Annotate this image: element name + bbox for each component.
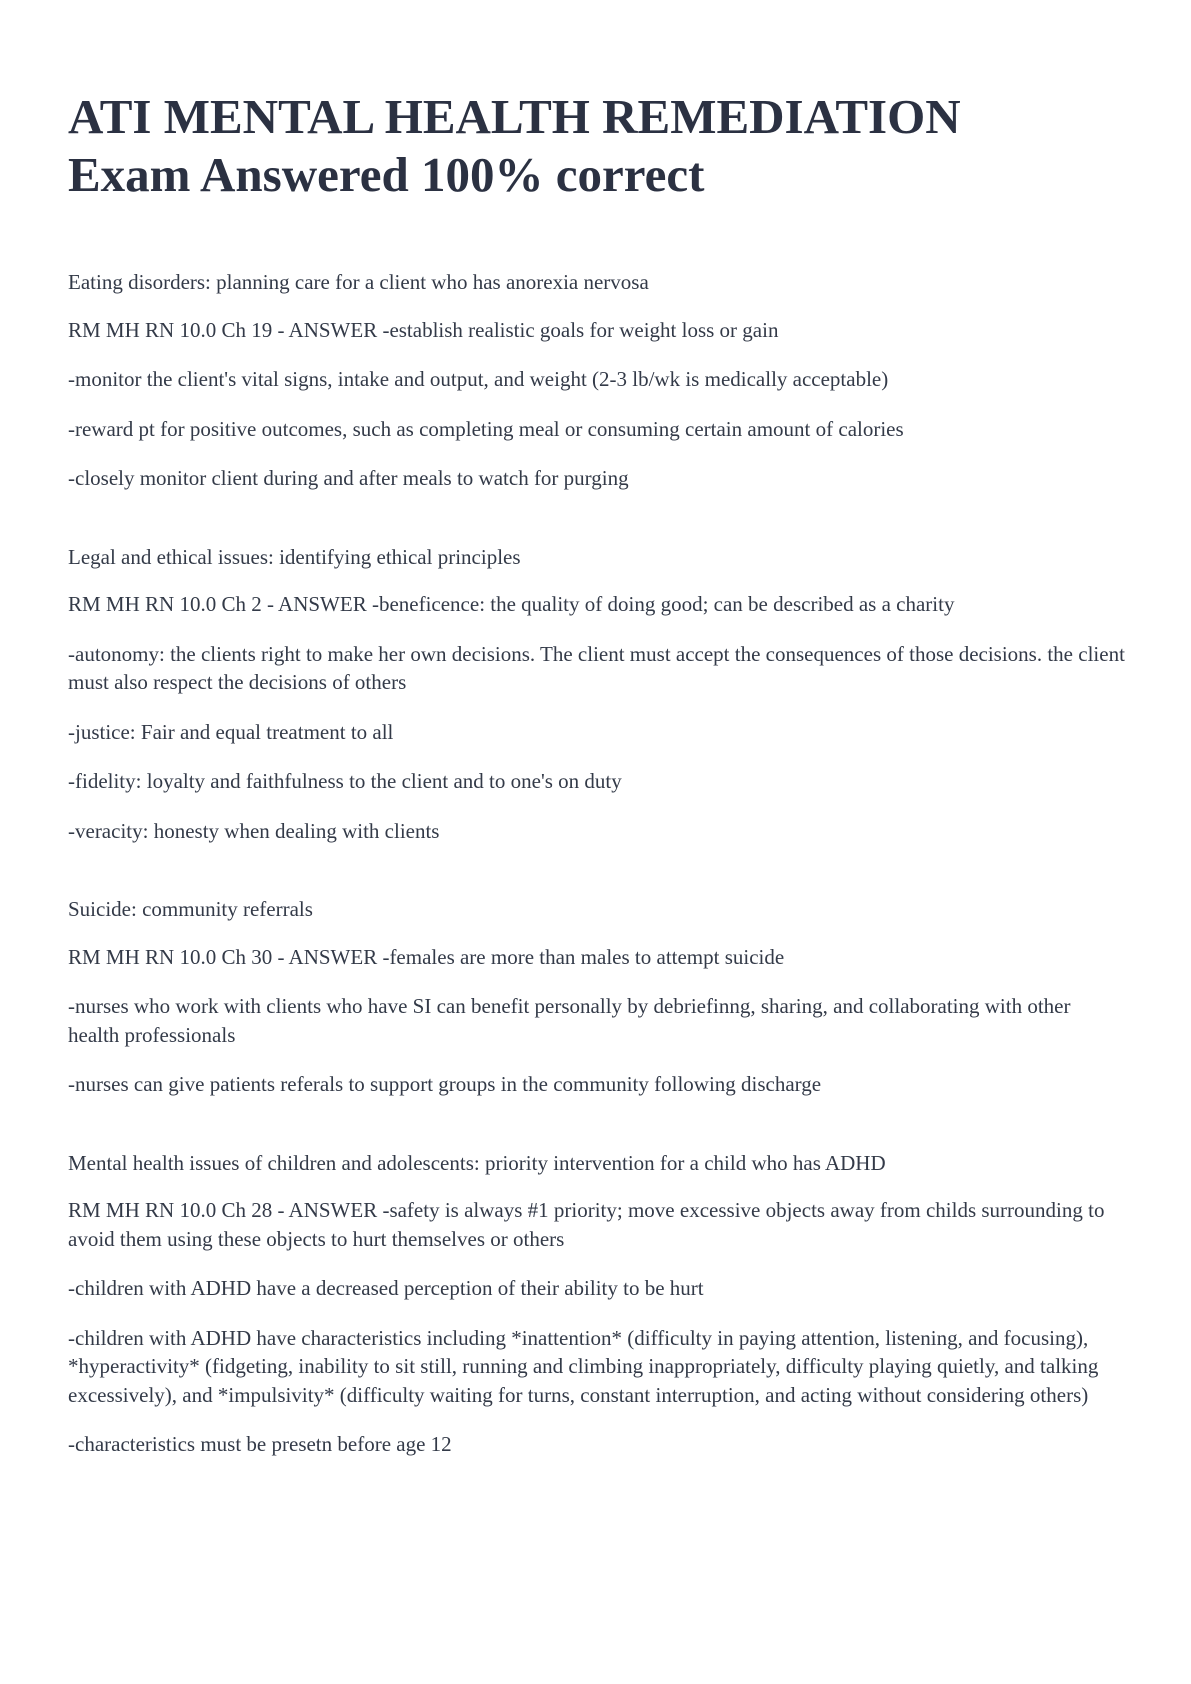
answer-text: -children with ADHD have a decreased perception of their ability to be hurt xyxy=(68,1276,704,1300)
answer-text: RM MH RN 10.0 Ch 30 - ANSWER -females are more than males to attempt suicide xyxy=(68,944,785,969)
title-line-2: Exam Answered 100% correct xyxy=(68,147,705,202)
answer-text: -monitor the client's vital signs, intake and output, and weight (2-3 lb/wk is medically acceptable) xyxy=(68,367,889,391)
qa-section xyxy=(68,268,1126,493)
answer-text: RM MH RN 10.0 Ch 28 - ANSWER -safety is always #1 priority; move excessive objects away from childs surrounding to avoid them using these objects to hurt themselves or others xyxy=(68,1198,1105,1251)
answer-text: -characteristics must be presetn before age 12 xyxy=(68,1432,452,1456)
title-line-1: ATI MENTAL HEALTH REMEDIATION xyxy=(68,89,961,144)
question-text: Legal and ethical issues: identifying ethical principles xyxy=(68,544,521,569)
question-text: Suicide: community referrals xyxy=(68,897,313,921)
qa-section xyxy=(68,895,1126,1099)
question-text: Eating disorders: planning care for a client who has anorexia nervosa xyxy=(68,270,649,294)
answer-text: -autonomy: the clients right to make her own decisions. The client must accept the consequences of those decisions. the client must also respect the decisions of others xyxy=(68,641,1125,694)
answer-text: -reward pt for positive outcomes, such as completing meal or consuming certain amount of calories xyxy=(68,416,904,441)
answer-text: -justice: Fair and equal treatment to all xyxy=(68,719,394,744)
answer-text: -veracity: honesty when dealing with clients xyxy=(68,818,440,843)
qa-section xyxy=(68,543,1126,846)
answer-text: -children with ADHD have characteristics including *inattention* (difficulty in paying attention, listening, and focusing), *hyperactivity* (fidgeting, inability to sit still, running and climbing inappropriately, difficulty playing quietly, and talking excessively), and *impulsivity* (difficulty waiting for turns, constant interruption, and acting without considering others) xyxy=(68,1325,1099,1407)
document-title xyxy=(68,88,1126,204)
question-text: Mental health issues of children and adolescents: priority intervention for a child who has ADHD xyxy=(68,1150,886,1175)
answer-text: -fidelity: loyalty and faithfulness to the client and to one's on duty xyxy=(68,769,622,793)
answer-text: RM MH RN 10.0 Ch 19 - ANSWER -establish realistic goals for weight loss or gain xyxy=(68,317,779,342)
document-body xyxy=(68,268,1126,1509)
answer-text: -closely monitor client during and after meals to watch for purging xyxy=(68,466,629,490)
answer-text: -nurses who work with clients who have SI can benefit personally by debriefinng, sharing, and collaborating with other health professionals xyxy=(68,994,1071,1047)
answer-text: -nurses can give patients referals to support groups in the community following discharge xyxy=(68,1072,822,1096)
qa-section xyxy=(68,1149,1126,1459)
answer-text: RM MH RN 10.0 Ch 2 - ANSWER -beneficence: the quality of doing good; can be described as a charity xyxy=(68,592,955,616)
